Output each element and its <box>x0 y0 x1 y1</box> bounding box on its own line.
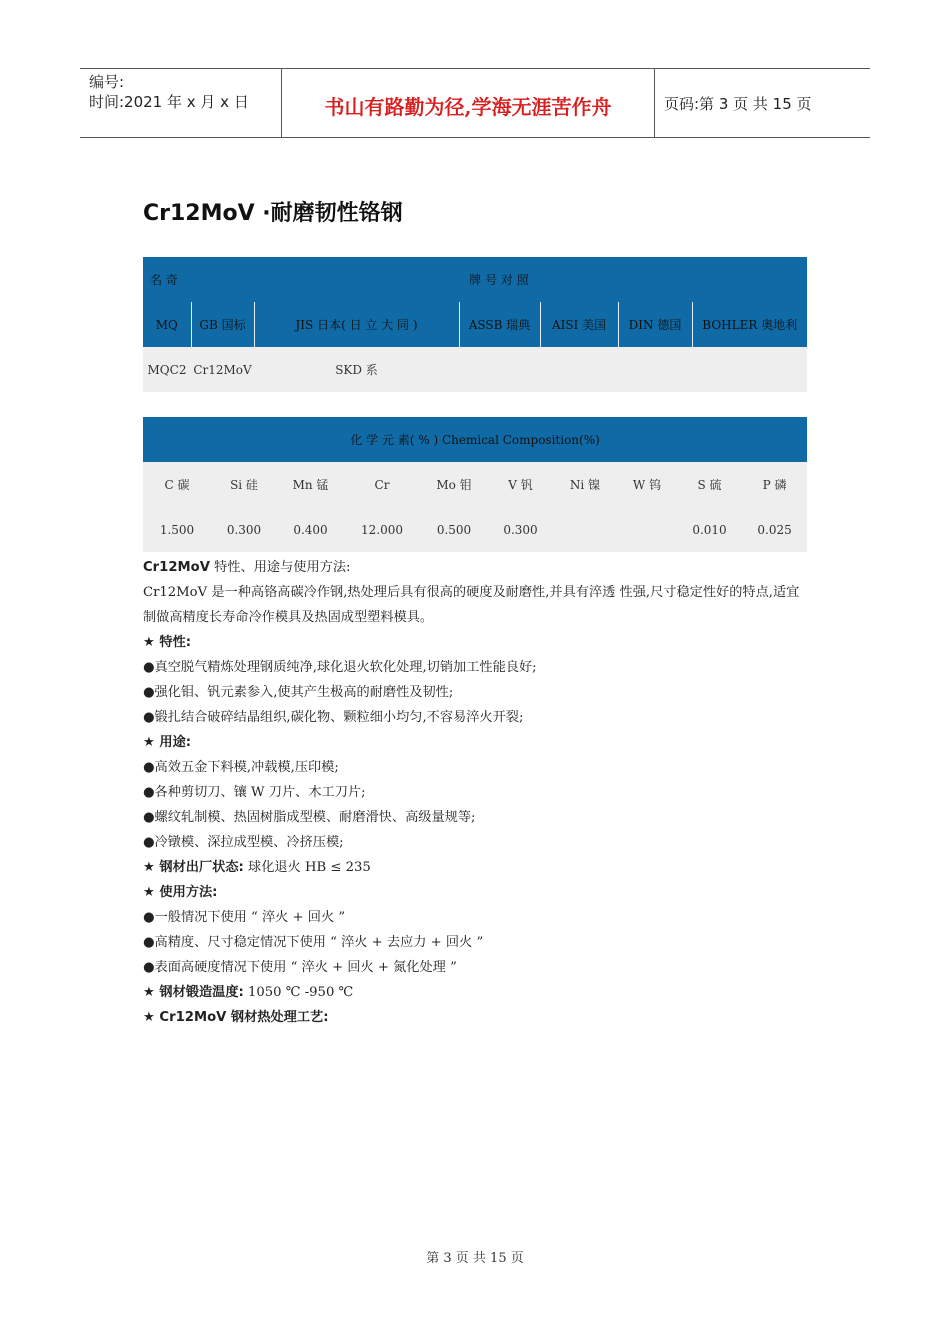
element-value <box>617 507 677 552</box>
list-item: ●冷镦模、深拉成型模、冷挤压模; <box>143 835 344 850</box>
forging-label: ★ 钢材锻造温度: <box>143 985 244 1000</box>
grade-cell: Cr12MoV <box>191 347 254 392</box>
page-header <box>80 68 870 138</box>
delivery-label: ★ 钢材出厂状态: <box>143 860 244 875</box>
element-value: 0.025 <box>742 507 807 552</box>
list-item: ●高效五金下料模,冲载模,压印模; <box>143 760 339 775</box>
element-value: 0.500 <box>420 507 488 552</box>
list-item: ●一般情况下使用 “ 淬火 + 回火 ” <box>143 910 346 925</box>
heat-treatment-heading: ★ Cr12MoV 钢材热处理工艺: <box>143 1010 329 1025</box>
list-item: ●真空脱气精炼处理钢质纯净,球化退火软化处理,切销加工性能良好; <box>143 660 537 675</box>
document-body <box>143 555 808 1030</box>
forging-value: 1050 ℃ -950 ℃ <box>243 985 354 1000</box>
grade-column-header: JIS 日本( 日 立 大 同 ) <box>254 302 459 347</box>
list-item: ●表面高硬度情况下使用 “ 淬火 + 回火 + 氮化处理 ” <box>143 960 457 975</box>
intro-paragraph: Cr12MoV 是一种高铬高碳冷作钢,热处理后具有很高的硬度及耐磨性,并具有淬透 性强,尺寸稳定性好的特点,适宜制做高精度长寿命冷作模具及热固成型塑料模具。 <box>143 585 800 625</box>
page-footer: 第 3 页 共 15 页 <box>426 1251 524 1266</box>
element-value: 0.300 <box>211 507 277 552</box>
page-title: Cr12MoV ·耐磨韧性铬钢 <box>143 201 403 226</box>
number-label: 编号: <box>89 73 125 91</box>
table-row <box>143 507 807 552</box>
header-motto: 书山有路勤为径,学海无涯苦作舟 <box>324 95 612 119</box>
element-name: Mn 锰 <box>277 462 344 507</box>
grade-column-header: ASSB 瑞典 <box>459 302 540 347</box>
grade-span-header: 牌 号 对 照 <box>191 257 807 302</box>
grade-cell: SKD 系 <box>254 347 459 392</box>
element-value <box>553 507 617 552</box>
header-left <box>89 72 249 112</box>
grade-column-header: GB 国标 <box>191 302 254 347</box>
list-item: ●各种剪切刀、镶 W 刀片、木工刀片; <box>143 785 366 800</box>
list-item: ●锻扎结合破碎结晶组织,碳化物、颗粒细小均匀,不容易淬火开裂; <box>143 710 524 725</box>
element-name: Si 硅 <box>211 462 277 507</box>
method-heading: ★ 使用方法: <box>143 885 218 900</box>
element-name: Cr <box>344 462 420 507</box>
forging-line <box>143 980 808 1005</box>
header-divider <box>654 69 655 137</box>
grade-comparison-table <box>143 257 807 392</box>
element-value: 0.400 <box>277 507 344 552</box>
intro-heading <box>143 555 808 580</box>
intro-heading-rest: 特性、用途与使用方法: <box>209 560 351 575</box>
date-label: 时间:2021 年 x 月 x 日 <box>89 93 249 111</box>
element-name: Ni 镍 <box>553 462 617 507</box>
element-value: 1.500 <box>143 507 211 552</box>
list-item: ●强化钼、钒元素参入,使其产生极高的耐磨性及韧性; <box>143 685 454 700</box>
element-value: 0.010 <box>677 507 742 552</box>
element-name: V 钒 <box>488 462 553 507</box>
list-item: ●螺纹轧制模、热固树脂成型模、耐磨滑快、高级量规等; <box>143 810 476 825</box>
grade-cell: MQC2 <box>143 347 191 392</box>
header-page-info: 页码:第 3 页 共 15 页 <box>664 95 812 113</box>
table-row <box>143 462 807 507</box>
element-name: P 磷 <box>742 462 807 507</box>
grade-column-header: DIN 德国 <box>618 302 692 347</box>
intro-heading-bold: Cr12MoV <box>143 560 210 575</box>
table-row <box>143 347 807 392</box>
list-item: ●高精度、尺寸稳定情况下使用 “ 淬火 + 去应力 + 回火 ” <box>143 935 484 950</box>
delivery-value: 球化退火 HB ≤ 235 <box>243 860 371 875</box>
grade-left-header: 名 奇 <box>143 257 191 302</box>
delivery-line <box>143 855 808 880</box>
chemical-composition-table <box>143 417 807 552</box>
features-heading: ★ 特性: <box>143 635 192 650</box>
grade-column-header: BOHLER 奥地利 <box>692 302 807 347</box>
grade-cell <box>618 347 692 392</box>
grade-column-header: MQ <box>143 302 191 347</box>
grade-cell <box>540 347 618 392</box>
uses-heading: ★ 用途: <box>143 735 192 750</box>
element-value: 12.000 <box>344 507 420 552</box>
element-value: 0.300 <box>488 507 553 552</box>
grade-cell <box>692 347 807 392</box>
element-name: Mo 钼 <box>420 462 488 507</box>
grade-cell <box>459 347 540 392</box>
element-name: C 碳 <box>143 462 211 507</box>
element-name: S 硫 <box>677 462 742 507</box>
chem-header: 化 学 元 素( % ) Chemical Composition(%) <box>143 417 807 462</box>
element-name: W 钨 <box>617 462 677 507</box>
grade-column-header: AISI 美国 <box>540 302 618 347</box>
